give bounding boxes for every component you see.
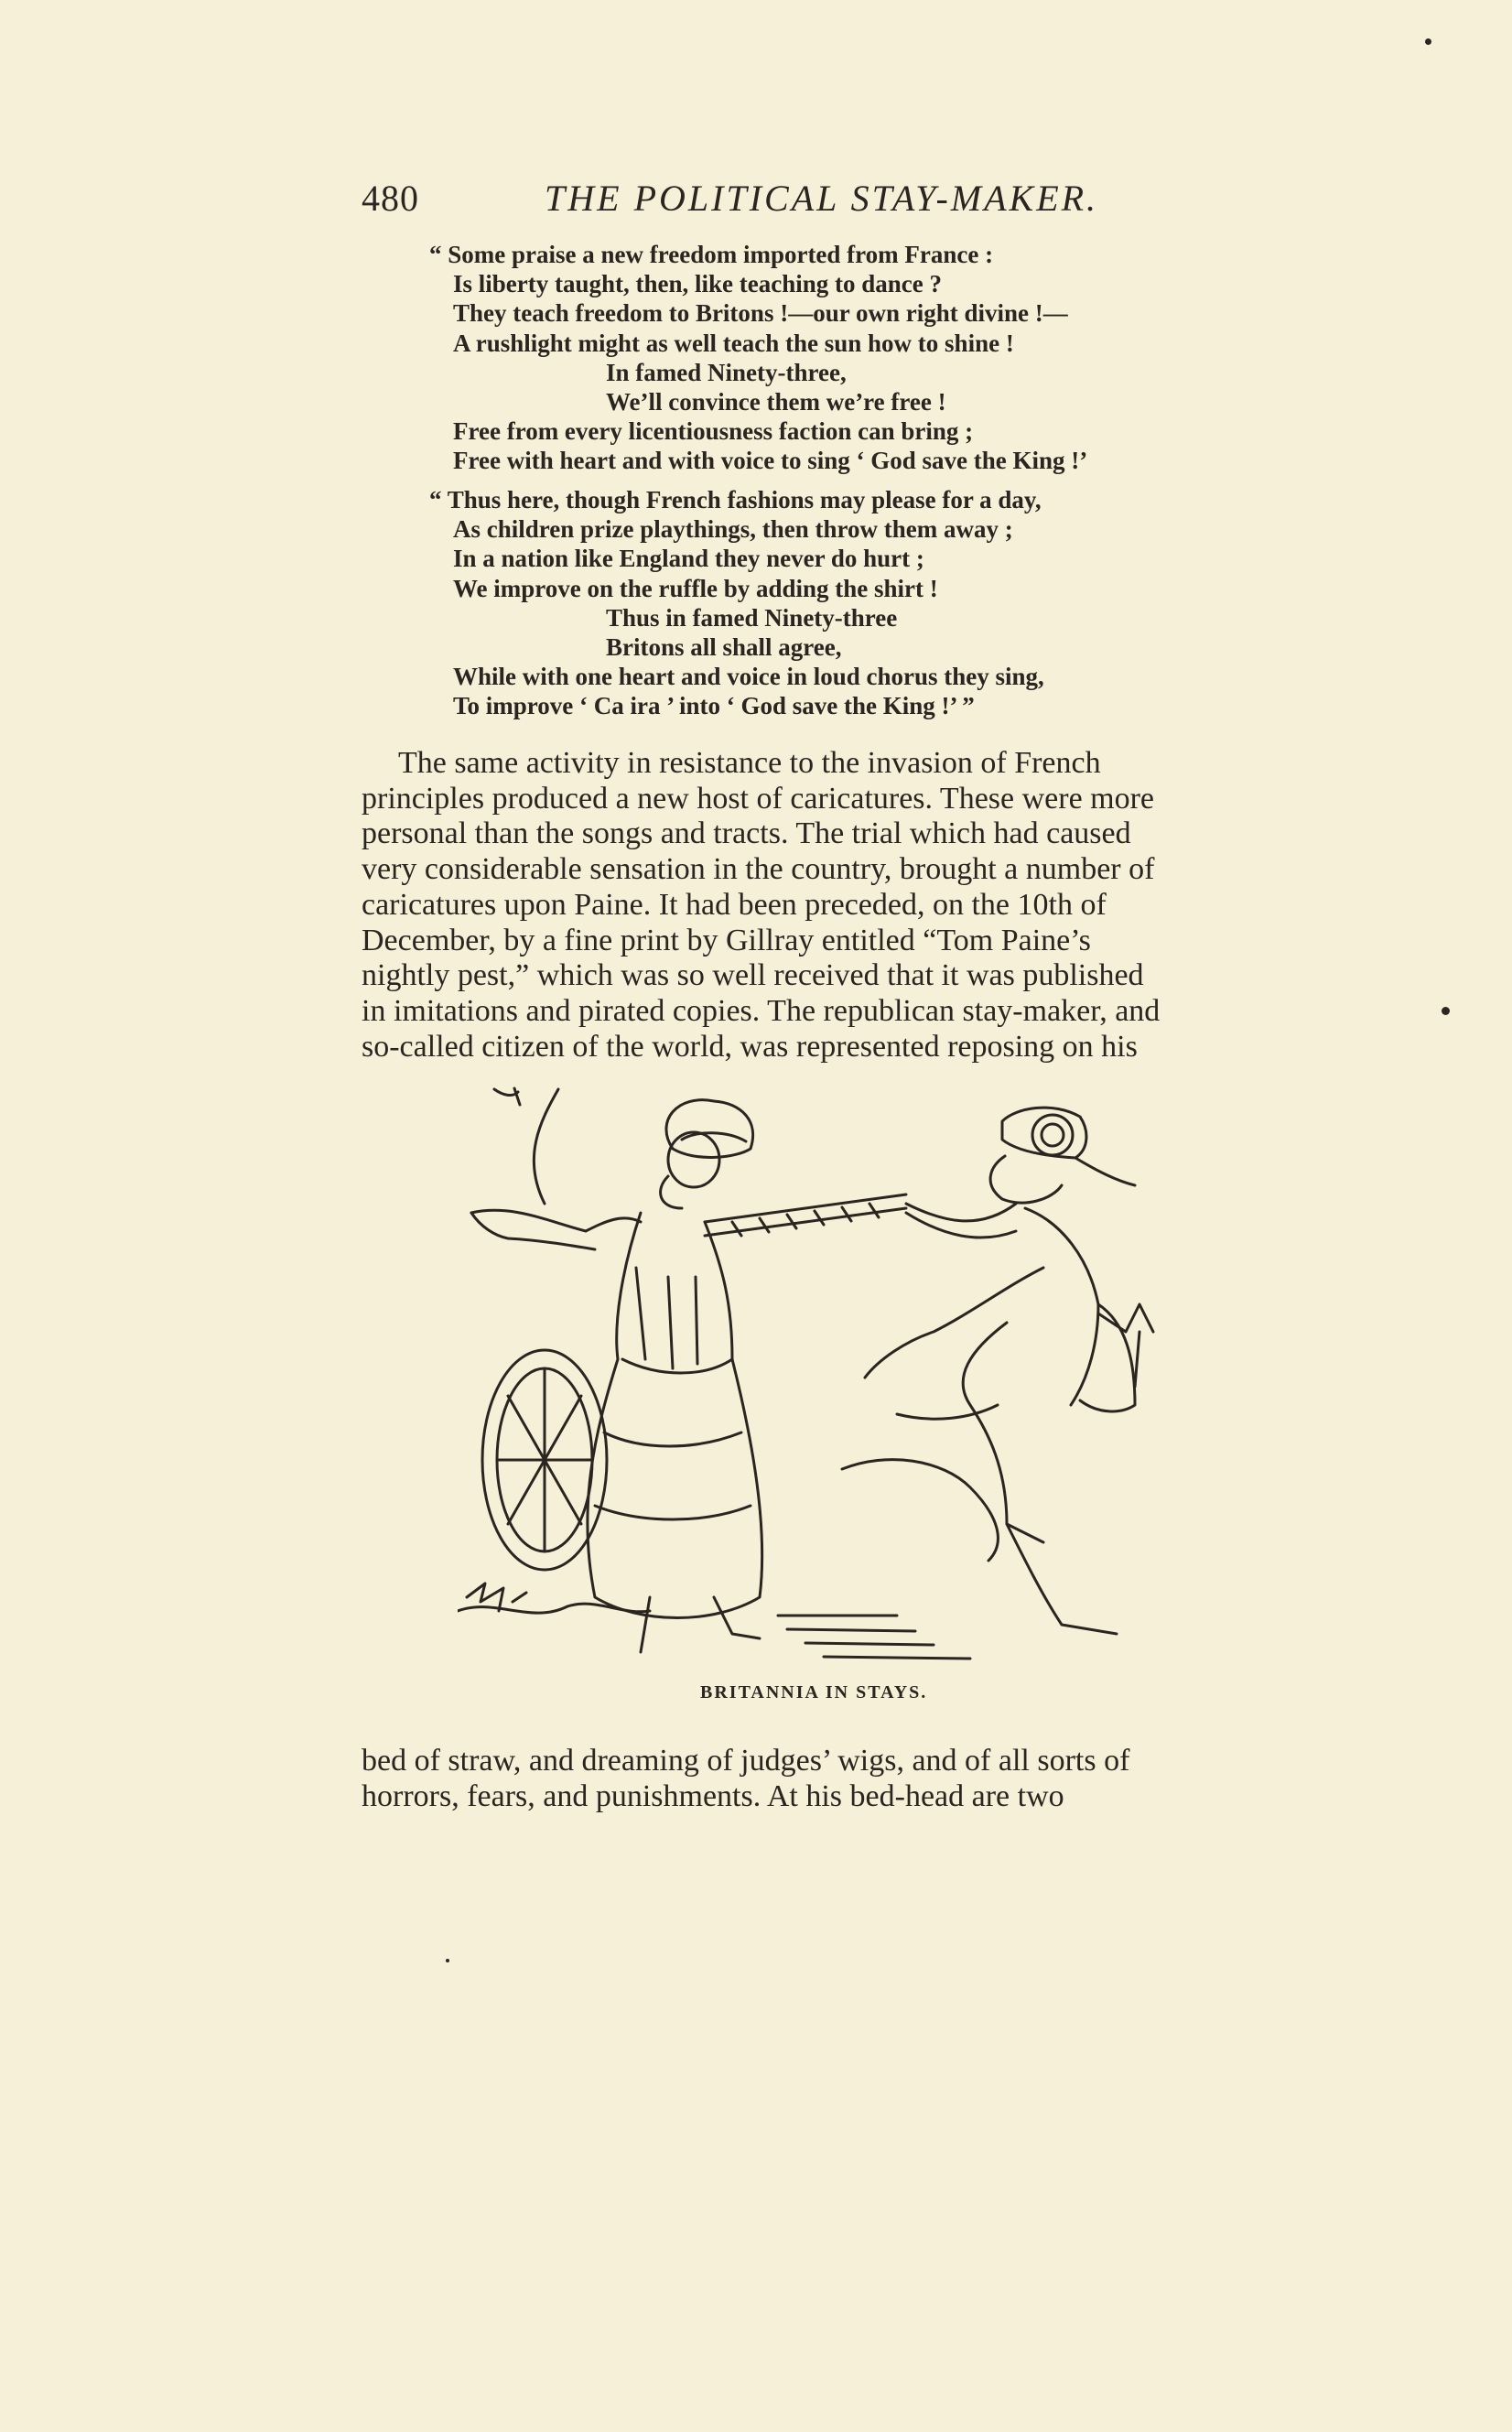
verse-line: Free with heart and with voice to sing ‘ God save the King !’ bbox=[453, 447, 1088, 475]
ink-speck bbox=[1442, 1007, 1450, 1015]
verse-line: Free from every licentiousness faction can bring ; bbox=[453, 417, 974, 446]
verse-line: Britons all shall agree, bbox=[606, 633, 842, 662]
text-line: caricatures upon Paine. It had been preceded, on the 10th of bbox=[362, 887, 1107, 922]
paine-cockade bbox=[1032, 1115, 1073, 1155]
verse-line: “ Some praise a new freedom imported from France : bbox=[429, 241, 994, 268]
text-line: principles produced a new host of caricatures. These were more bbox=[362, 781, 1155, 816]
text-line: bed of straw, and dreaming of judges’ wigs, and of all sorts of bbox=[362, 1744, 1130, 1778]
ink-speck bbox=[1425, 38, 1431, 45]
verse-line: They teach freedom to Britons !—our own right divine !— bbox=[453, 299, 1068, 328]
ink-speck bbox=[446, 1959, 449, 1962]
verse-stanza-2 bbox=[429, 485, 1258, 721]
text-line: horrors, fears, and punishments. At his bed-head are two bbox=[362, 1778, 1064, 1813]
verse-line: A rushlight might as well teach the sun how to shine ! bbox=[453, 329, 1014, 357]
text-line: personal than the songs and tracts. The trial which had caused bbox=[362, 816, 1131, 851]
text-line: very considerable sensation in the country, brought a number of bbox=[362, 852, 1155, 887]
text-line: so-called citizen of the world, was represented reposing on his bbox=[362, 1029, 1138, 1064]
text-line: nightly pest,” which was so well received that it was published bbox=[362, 958, 1144, 993]
verse-line: “ Thus here, though French fashions may please for a day, bbox=[429, 486, 1042, 513]
body-paragraph-2 bbox=[362, 1744, 1309, 1814]
ground bbox=[458, 1604, 650, 1613]
verse-line: In a nation like England they never do hurt ; bbox=[453, 545, 924, 573]
britannia-dress bbox=[588, 1213, 762, 1618]
running-title: THE POLITICAL STAY-MAKER. bbox=[545, 178, 1099, 219]
verse-line: While with one heart and voice in loud chorus they sing, bbox=[453, 663, 1044, 691]
verse-line: To improve ‘ Ca ira ’ into ‘ God save the King !’ ” bbox=[453, 692, 975, 720]
text-line: December, by a fine print by Gillray entitled “Tom Paine’s bbox=[362, 923, 1091, 957]
verse-line: Is liberty taught, then, like teaching to dance ? bbox=[453, 270, 943, 298]
figure-caption: BRITANNIA IN STAYS. bbox=[700, 1682, 928, 1702]
body-paragraph-1 bbox=[362, 746, 1309, 1065]
text-line: The same activity in resistance to the invasion of French bbox=[398, 746, 1101, 780]
page-number: 480 bbox=[362, 178, 419, 219]
illustration-britannia-in-stays bbox=[458, 1085, 1199, 1670]
verse-stanza-1 bbox=[429, 240, 1258, 476]
britannia-helmet bbox=[666, 1100, 753, 1158]
verse-line: Thus in famed Ninety-three bbox=[606, 603, 898, 632]
text-line: in imitations and pirated copies. The republican stay-maker, and bbox=[362, 993, 1161, 1028]
verse-line: In famed Ninety-three, bbox=[606, 358, 847, 386]
verse-line: As children prize playthings, then throw them away ; bbox=[453, 515, 1013, 544]
verse-line: We improve on the ruffle by adding the shirt ! bbox=[453, 574, 938, 602]
verse-line: We’ll convince them we’re free ! bbox=[606, 388, 946, 416]
